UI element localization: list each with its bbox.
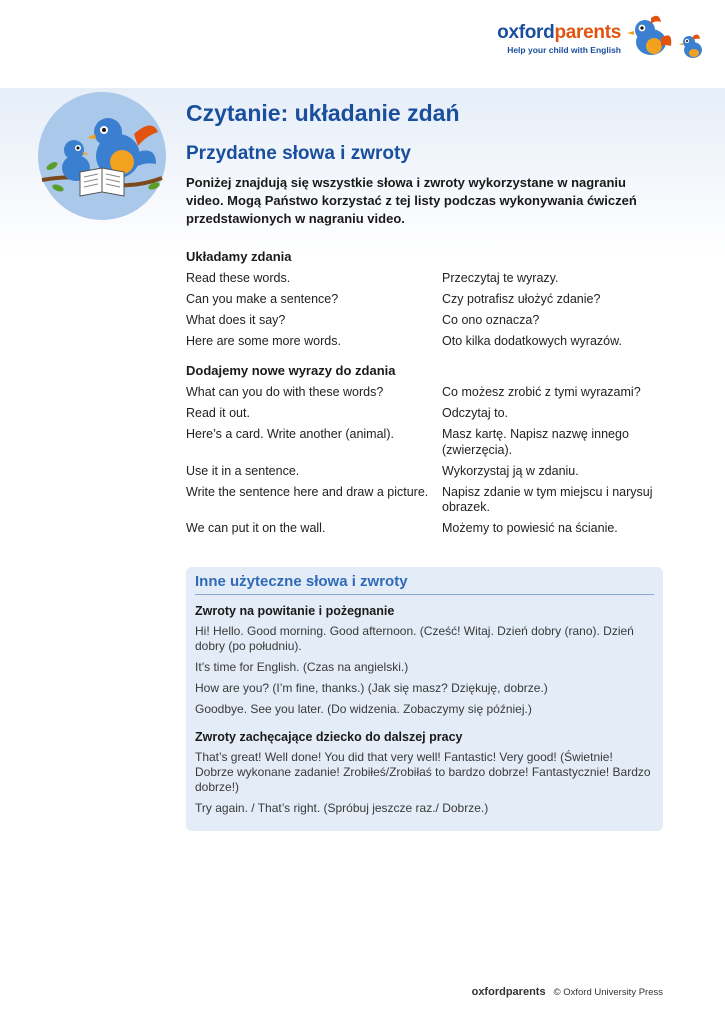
box-line: It’s time for English. (Czas na angielski.)	[195, 660, 409, 674]
phrase-row	[186, 334, 666, 350]
birds-reading-illustration	[38, 92, 166, 220]
phrase-polish: Masz kartę. Napisz nazwę innego (zwierzęcia).	[442, 427, 629, 457]
phrase-polish: Możemy to powiesić na ścianie.	[442, 521, 618, 535]
phrase-english: Here are some more words.	[186, 334, 341, 348]
box-line: That’s great! Well done! You did that very well! Fantastic! Very good! (Świetnie! Dobrze wykonane zadanie! Zrobiłeś/Zrobiłaś to bardzo dobrze! Fantastycznie! Bardzo dobrze!)	[195, 750, 651, 794]
phrase-polish: Czy potrafisz ułożyć zdanie?	[442, 292, 601, 306]
phrase-english: Use it in a sentence.	[186, 463, 300, 478]
brand-wordmark: oxfordparents	[497, 22, 621, 43]
phrase-row	[186, 464, 666, 480]
box-line: Hi! Hello. Good morning. Good afternoon. (Cześć! Witaj. Dzień dobry (rano). Dzień dobry (po południu).	[195, 624, 634, 653]
phrase-row	[186, 521, 666, 537]
phrase-polish: Oto kilka dodatkowych wyrazów.	[442, 334, 622, 348]
phrase-row	[186, 406, 666, 422]
phrase-english: Read these words.	[186, 271, 291, 285]
intro-paragraph: Poniżej znajdują się wszystkie słowa i zwroty wykorzystane w nagraniu video. Mogą Państwo korzystać z tej listy podczas wykonywania ćwiczeń przedstawionych w nagraniu video.	[186, 175, 637, 226]
box-line: Try again. / That’s right. (Spróbuj jeszcze raz./ Dobrze.)	[195, 801, 489, 815]
section-subtitle: Przydatne słowa i zwroty	[186, 143, 411, 164]
phrase-english: Here’s a card. Write another (animal).	[186, 427, 394, 441]
box-group-title: Zwroty na powitanie i pożegnanie	[195, 604, 395, 618]
footer	[472, 986, 663, 998]
phrase-polish: Wykorzystaj ją w zdaniu.	[442, 463, 579, 478]
phrase-block-sentences	[186, 249, 666, 355]
phrase-english: Read it out.	[186, 406, 250, 420]
phrase-english: What can you do with these words?	[186, 385, 384, 399]
phrase-row	[186, 385, 666, 401]
footer-brand-part1: oxford	[471, 986, 506, 998]
phrase-row	[186, 271, 666, 287]
brand-tagline: Help your child with English	[507, 45, 621, 55]
footer-copyright: © Oxford University Press	[553, 987, 663, 998]
phrase-polish: Odczytaj to.	[442, 406, 508, 420]
phrase-row	[186, 427, 666, 458]
phrase-polish: Co możesz zrobić z tymi wyrazami?	[442, 385, 641, 399]
phrase-english: Can you make a sentence?	[186, 292, 339, 306]
block-heading: Dodajemy nowe wyrazy do zdania	[186, 363, 396, 378]
box-line: How are you? (I’m fine, thanks.) (Jak się masz? Dziękuję, dobrze.)	[195, 681, 548, 695]
phrase-row	[186, 292, 666, 308]
page-title: Czytanie: układanie zdań	[186, 100, 460, 126]
group-spacer	[195, 723, 654, 730]
box-title: Inne użyteczne słowa i zwroty	[195, 573, 654, 595]
phrase-block-new-words	[186, 363, 666, 542]
phrase-row	[186, 313, 666, 329]
phrase-english: What does it say?	[186, 313, 286, 327]
phrase-polish: Napisz zdanie w tym miejscu i narysuj obrazek.	[442, 484, 653, 514]
block-heading: Układamy zdania	[186, 249, 292, 264]
box-group-title: Zwroty zachęcające dziecko do dalszej pracy	[195, 730, 463, 744]
phrase-english: We can put it on the wall.	[186, 521, 326, 535]
footer-brand-part2: parents	[505, 986, 546, 998]
bird-mascot-icon	[621, 10, 707, 66]
phrase-row	[186, 485, 666, 516]
phrase-polish: Co ono oznacza?	[442, 313, 540, 327]
useful-phrases-box	[186, 567, 663, 831]
phrase-polish: Przeczytaj te wyrazy.	[442, 271, 559, 285]
phrase-english: Write the sentence here and draw a picture.	[186, 484, 429, 499]
box-line: Goodbye. See you later. (Do widzenia. Zobaczymy się później.)	[195, 702, 532, 716]
